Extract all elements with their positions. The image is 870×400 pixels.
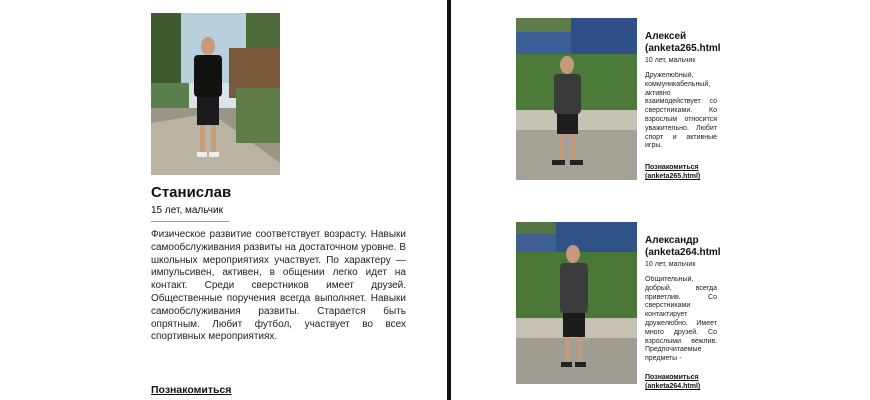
profile-card-link[interactable] — [645, 373, 717, 391]
profile-card-description: Общительный, добрый, всегда приветлив. Со сверстниками контактирует дружелюбно. Имеет много друзей. Со взрослыми вежлив. Предпочитаемые предметы - — [645, 276, 717, 363]
main-profile-divider — [151, 221, 229, 222]
profile-card-subtitle: 10 лет, мальчик — [645, 261, 696, 268]
profile-card-photo — [516, 222, 637, 384]
profile-card-link-line: Познакомиться — [645, 374, 699, 381]
profile-card-name — [645, 235, 723, 258]
profile-card-name-line: Алексей — [645, 31, 687, 42]
main-profile-description: Физическое развитие соответствует возрасту. Навыки самообслуживания развиты на достаточном уровне. В школьных мероприятиях участвует. По характеру — импульсивен, активен, в общении легко идет на контакт. Среди сверстников имеет друзей. Общественные поручения всегда выполняет. Навыки самообслуживания развиты. Старается быть опрятным. Любит футбол, участвует во всех спортивных мероприятиях. — [151, 229, 406, 343]
main-profile-photo — [151, 13, 280, 175]
profile-card-link-line: Познакомиться — [645, 164, 699, 171]
profile-card-description: Дружелюбный, коммуникабельный, активно взаимодействует со сверстниками. Ко взрослым относится уважительно. Любит спорт и активные игры. — [645, 72, 717, 150]
profile-card-name-line: (anketa264.html — [645, 246, 721, 258]
profile-card-name-line: (anketa265.html — [645, 42, 721, 54]
main-profile-link[interactable]: Познакомиться — [151, 384, 232, 396]
profile-card-subtitle: 10 лет, мальчик — [645, 57, 696, 64]
main-profile-subtitle: 15 лет, мальчик — [151, 205, 223, 216]
profile-card-link-line: (anketa264.html) — [645, 383, 701, 390]
main-profile-name: Станислав — [151, 184, 232, 201]
profile-card-name-line: Александр — [645, 235, 699, 246]
profile-card-photo — [516, 18, 637, 180]
profile-card-link-line: (anketa265.html) — [645, 173, 701, 180]
profile-card-link[interactable] — [645, 163, 717, 181]
profile-card-name — [645, 31, 723, 54]
profile-cards-panel — [451, 0, 870, 400]
